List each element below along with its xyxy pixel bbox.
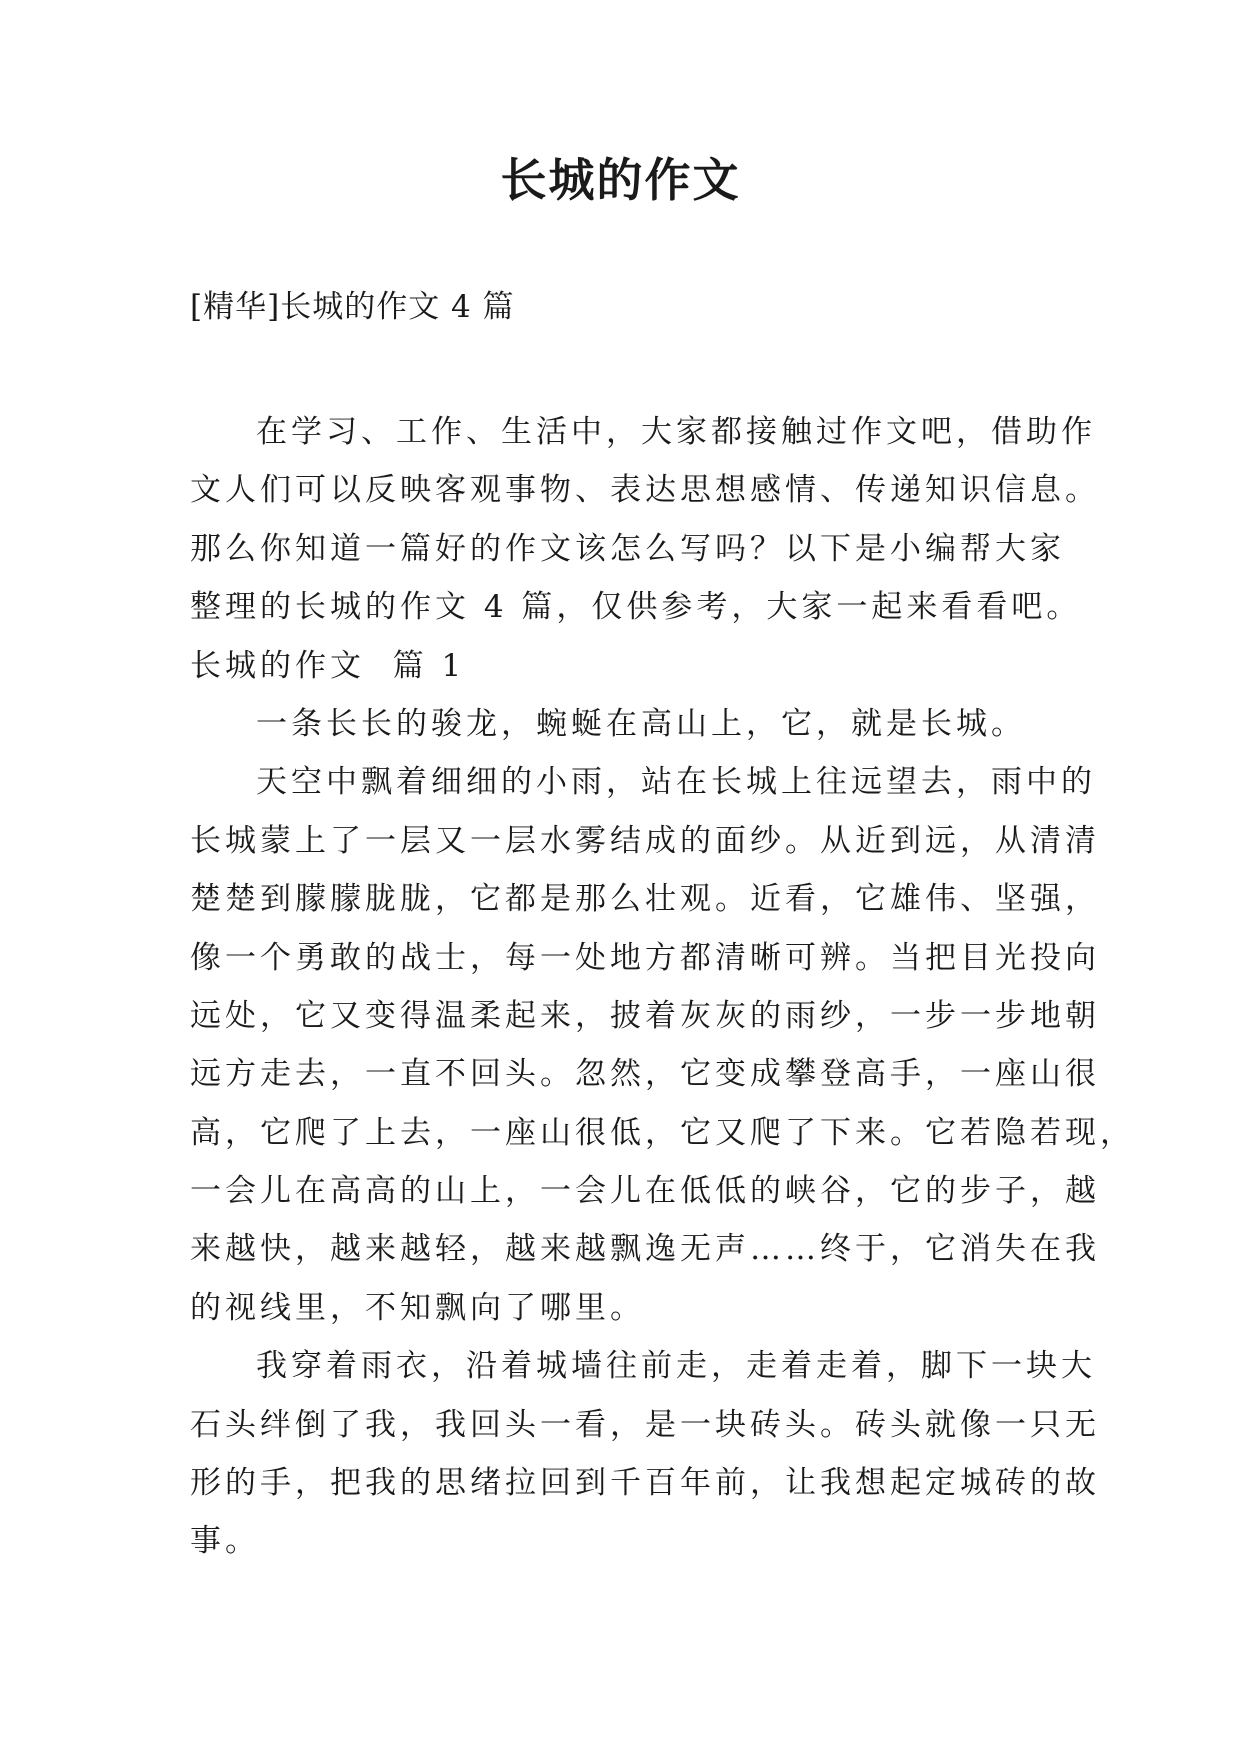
intro-line: 那么你知道一篇好的作文该怎么写吗？以下是小编帮大家 — [190, 530, 1065, 567]
paragraph-2-line: 的视线里，不知飘向了哪里。 — [190, 1289, 645, 1326]
paragraph-3-line: 我穿着雨衣，沿着城墙往前走，走着走着，脚下一块大 — [256, 1348, 1096, 1385]
paragraph-3-line: 事。 — [190, 1523, 260, 1560]
paragraph-1-line: 一条长长的骏龙，蜿蜒在高山上，它，就是长城。 — [256, 705, 1026, 742]
paragraph-2-line: 远方走去，一直不回头。忽然，它变成攀登高手，一座山很 — [190, 1056, 1100, 1093]
paragraph-2-line: 来越快，越来越轻，越来越飘逸无声……终于，它消失在我 — [190, 1231, 1100, 1268]
paragraph-2-line: 一会儿在高高的山上，一会儿在低低的峡谷，它的步子，越 — [190, 1173, 1100, 1210]
intro-line: 文人们可以反映客观事物、表达思想感情、传递知识信息。 — [190, 472, 1100, 509]
document-subtitle: [精华]长城的作文 4 篇 — [190, 289, 515, 325]
paragraph-2-line: 远处，它又变得温柔起来，披着灰灰的雨纱，一步一步地朝 — [190, 997, 1100, 1034]
paragraph-3-line: 形的手，把我的思绪拉回到千百年前，让我想起定城砖的故 — [190, 1465, 1100, 1502]
intro-line: 整理的长城的作文 4 篇，仅供参考，大家一起来看看吧。 — [190, 589, 1082, 626]
section-heading: 长城的作文 篇 1 — [190, 647, 466, 684]
paragraph-2-line: 长城蒙上了一层又一层水雾结成的面纱。从近到远，从清清 — [190, 822, 1100, 859]
paragraph-2-line: 天空中飘着细细的小雨，站在长城上往远望去，雨中的 — [256, 764, 1096, 801]
paragraph-3-line: 石头绊倒了我，我回头一看，是一块砖头。砖头就像一只无 — [190, 1406, 1100, 1443]
paragraph-2-line: 楚楚到朦朦胧胧，它都是那么壮观。近看，它雄伟、坚强， — [190, 881, 1100, 918]
paragraph-2-line: 像一个勇敢的战士，每一处地方都清晰可辨。当把目光投向 — [190, 939, 1100, 976]
page-title: 长城的作文 — [500, 153, 741, 207]
intro-line: 在学习、工作、生活中，大家都接触过作文吧，借助作 — [256, 414, 1096, 450]
paragraph-2-line: 高，它爬了上去，一座山很低，它又爬了下来。它若隐若现， — [190, 1114, 1135, 1151]
document-body — [190, 403, 1135, 1571]
